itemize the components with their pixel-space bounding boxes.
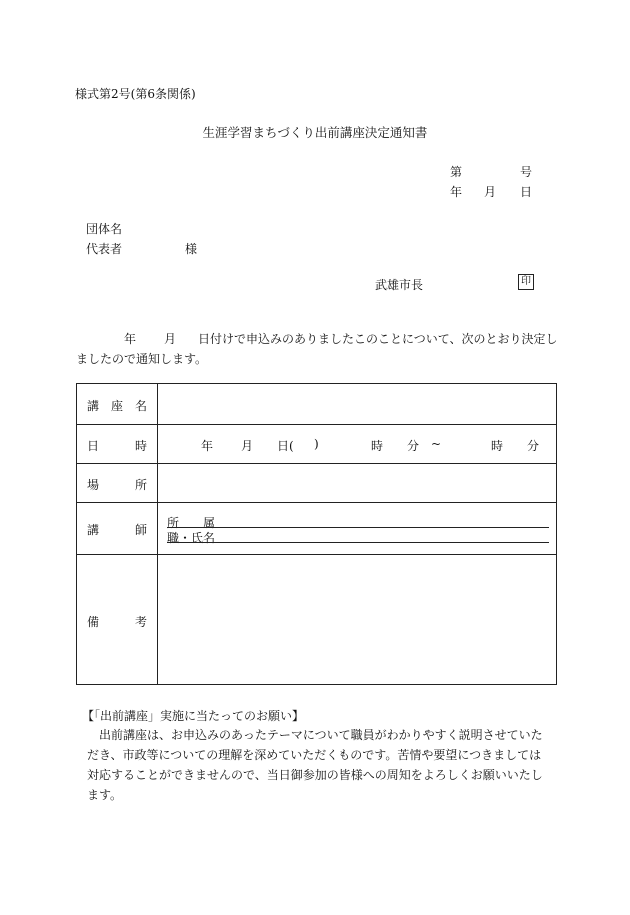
datetime-end-hour: 時 — [491, 439, 504, 453]
notice-body — [87, 725, 557, 805]
datetime-day: 日( — [277, 439, 294, 453]
title-name-underline — [167, 542, 549, 543]
table-row-datetime: 日 時 年 月 日( ) 時 分 ~ 時 分 — [77, 424, 556, 464]
table-row-lecturer: 講 師 所 属 職・氏名 — [77, 502, 556, 555]
issue-date-month: 月 — [484, 185, 497, 199]
issue-date-day: 日 — [520, 185, 533, 199]
title-name-label: 職・氏名 — [167, 531, 216, 545]
notice-title: 【「出前講座」実施に当たってのお願い】 — [82, 709, 305, 723]
datetime-month: 月 — [241, 439, 254, 453]
datetime-start-hour: 時 — [371, 439, 384, 453]
notice-line: だき、市政等についての理解を深めていただくものです。苦情や要望につきましては — [87, 748, 542, 762]
datetime-year: 年 — [201, 439, 214, 453]
affiliation-underline — [167, 527, 549, 528]
notice-line: ます。 — [87, 788, 123, 802]
datetime-start-minute: 分 — [407, 439, 420, 453]
body-text: 日付けで申込みのありましたこのことについて、次のとおり決定し — [198, 332, 558, 346]
datetime-range-tilde: ~ — [431, 437, 442, 451]
datetime-weekday-close: ) — [314, 437, 319, 451]
datetime-end-minute: 分 — [527, 439, 540, 453]
lecture-details-table — [76, 383, 557, 685]
issuer-name: 武雄市長 — [375, 278, 424, 292]
issue-date-year: 年 — [450, 185, 463, 199]
representative-label: 代表者 — [86, 242, 123, 256]
document-number-suffix: 号 — [520, 165, 533, 179]
table-row-place: 場 所 — [77, 463, 556, 503]
table-row-remarks: 備 考 — [87, 615, 148, 629]
organization-label: 団体名 — [86, 222, 123, 236]
affiliation-label: 所 属 — [167, 516, 216, 530]
table-row-course-name: 講 座 名 — [77, 384, 556, 425]
document-title: 生涯学習まちづくり出前講座決定通知書 — [202, 125, 428, 140]
honorific: 様 — [185, 242, 198, 256]
notice-line: 対応することができませんので、当日御参加の皆様への周知をよろしくお願いいたし — [87, 768, 543, 782]
body-text-line-2: ましたので通知します。 — [76, 352, 208, 366]
body-month: 月 — [164, 332, 177, 346]
seal-mark: 印 — [518, 274, 534, 290]
document-number-prefix: 第 — [450, 165, 463, 179]
form-number: 様式第2号(第6条関係) — [75, 87, 196, 101]
notice-line: 出前講座は、お申込みのあったテーマについて職員がわかりやすく説明させていた — [99, 728, 543, 742]
body-year: 年 — [124, 332, 137, 346]
